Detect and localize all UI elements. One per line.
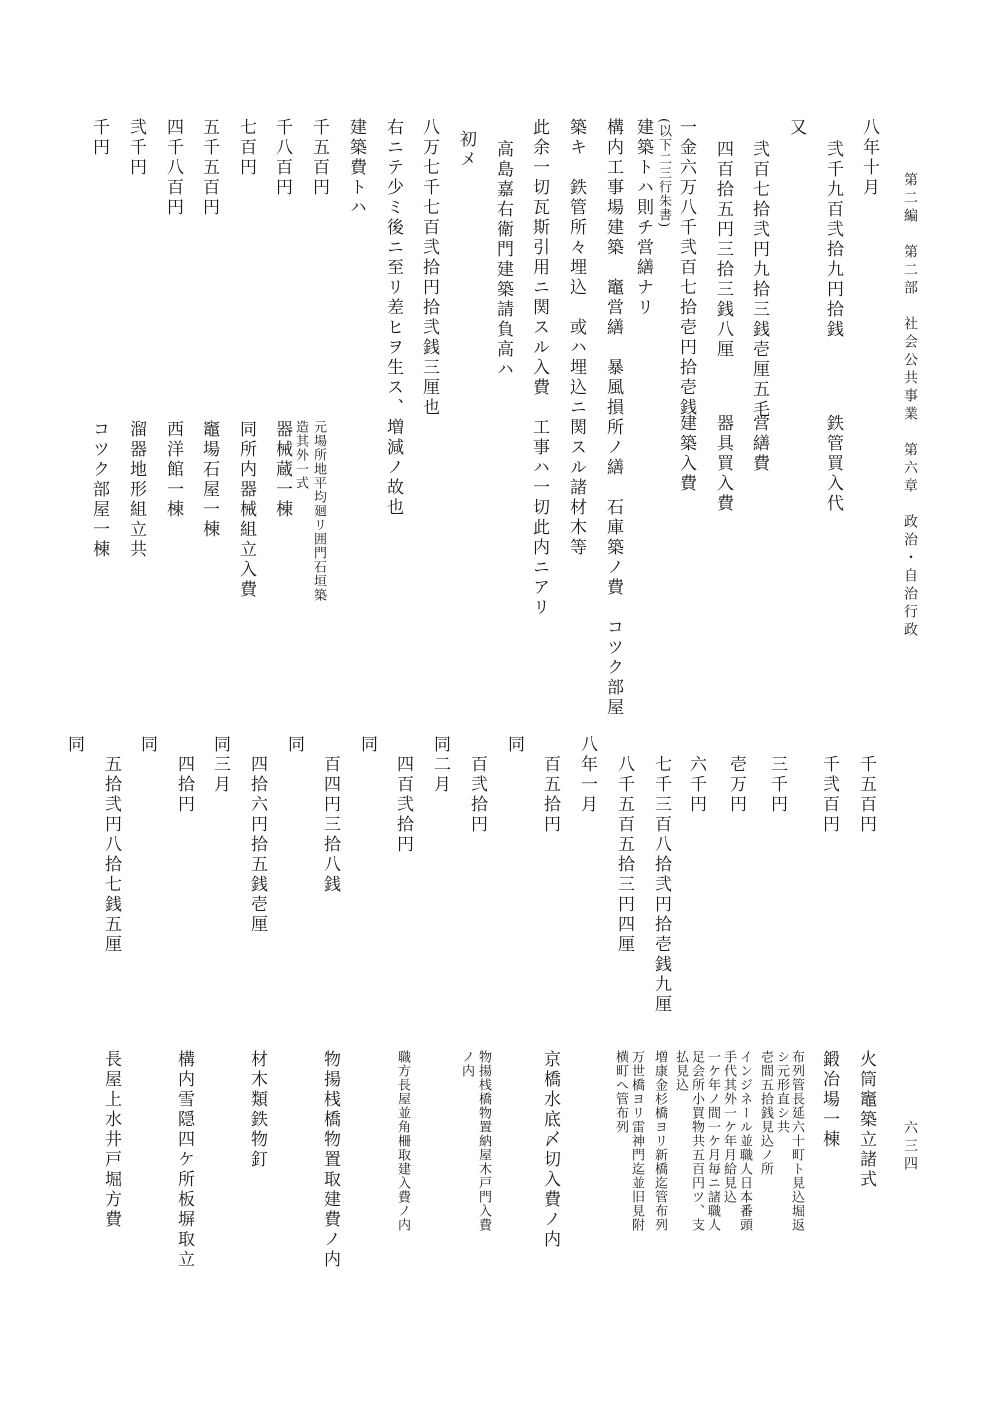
- amount-line: 千五百円: [309, 118, 329, 198]
- amount-line: 弐百七拾弐円九拾三銭壱厘五毛: [749, 140, 769, 420]
- amount-line: 五拾弐円八拾七銭五厘: [101, 755, 121, 955]
- amount-line: 百五拾円: [540, 755, 560, 835]
- item-line: 長屋上水井戸堀方費: [101, 1050, 121, 1230]
- item-line: 営繕費: [749, 414, 769, 474]
- annotation-line: (以下二三行朱書): [656, 118, 671, 229]
- amount-line: 三千円: [767, 755, 787, 815]
- amount-line: 七百円: [236, 118, 256, 178]
- text-line: 築キ 鉄管所々埋込 或ハ埋込ニ関スル諸材木等: [566, 118, 586, 558]
- item-line: 西洋館一棟: [163, 420, 183, 520]
- text-line: 構内工事場建築 竈営繕 暴風損所ノ繕 石庫築ノ費 コツク部屋: [603, 118, 623, 718]
- item-line: 万世橋ヨリ雷神門迄並旧見附: [629, 1050, 644, 1232]
- date-line: 八年一月: [577, 735, 597, 815]
- item-line: 材木類鉄物釘: [247, 1050, 267, 1170]
- item-line: 布列管長延六十町ト見込堀返: [789, 1050, 804, 1232]
- item-line: ノ内: [459, 1050, 474, 1078]
- item-line: 火筒竈築立諸式: [856, 1050, 876, 1190]
- amount-line: 四百弐拾円: [393, 755, 413, 855]
- item-line: 竈場石屋一棟: [199, 420, 219, 540]
- item-line: 増康金杉橋ヨリ新橋迄管布列: [652, 1050, 667, 1232]
- amount-line: 一金六万八千弐百七拾壱円拾壱銭: [676, 118, 696, 418]
- amount-line: 百四円三拾八銭: [320, 755, 340, 895]
- item-line: 京橋水底〆切入費ノ内: [540, 1050, 560, 1250]
- amount-line: 四千八百円: [163, 118, 183, 218]
- item-line: 足会所小買物共五百円ツ、支: [689, 1050, 704, 1232]
- item-line: 手代其外一ケ年月給見込: [721, 1050, 736, 1204]
- text-line: 右ニテ少ミ後ニ至リ差ヒヲ生ス、増減ノ故也: [383, 118, 403, 518]
- amount-line: 千円: [89, 118, 109, 158]
- item-line: 払見込: [673, 1050, 688, 1092]
- date-line: 同: [284, 735, 304, 755]
- amount-line: 四百拾五円三拾三銭八厘: [713, 140, 733, 360]
- text-line: 建築費トハ: [346, 118, 366, 218]
- text-line: 建築トハ則チ営繕ナリ: [633, 118, 653, 318]
- item-line: 物揚桟橋物置納屋木戸門入費: [476, 1050, 491, 1232]
- amount-line: 壱万円: [726, 755, 746, 815]
- item-line: 建築入費: [676, 414, 696, 494]
- date-line: 八年十月: [859, 118, 879, 198]
- running-title: 第二編 第二部 社会公共事業 第六章 政治・自治行政: [902, 172, 918, 640]
- amount-line: 五千五百円: [199, 118, 219, 218]
- item-line: 職方長屋並角柵取建入費ノ内: [395, 1050, 410, 1232]
- item-line: 壱間五拾銭見込ノ所: [758, 1050, 773, 1176]
- amount-line: 千八百円: [272, 118, 292, 198]
- text-line: 此余一切瓦斯引用ニ関スル入費 工事ハ一切此内ニアリ: [529, 118, 549, 618]
- item-line: 物揚桟橋物置取建費ノ内: [320, 1050, 340, 1270]
- item-line: 一ケ年ノ間一ケ月毎ニ諸職人: [705, 1050, 720, 1232]
- item-line: コツク部屋一棟: [89, 420, 109, 560]
- amount-line: 弐千円: [126, 118, 146, 178]
- text-line: 又: [786, 118, 806, 138]
- amount-line: 千五百円: [856, 755, 876, 835]
- amount-line: 七千三百八拾弐円拾壱銭九厘: [651, 755, 671, 1015]
- item-line: 器具買入費: [713, 414, 733, 514]
- item-line: 器械蔵一棟: [272, 420, 292, 520]
- item-line: 構内雪隠四ケ所板塀取立: [174, 1050, 194, 1270]
- date-line: 同: [64, 735, 84, 755]
- amount-line: 六千円: [686, 755, 706, 815]
- item-line: 鍛冶場一棟: [819, 1050, 839, 1150]
- item-line: 同所内器械組立入費: [236, 420, 256, 600]
- text-line: 初メ: [456, 130, 476, 170]
- page-number: 六三四: [902, 1120, 918, 1174]
- text-line: 八万七千七百弐拾円拾弐銭三厘也: [419, 118, 439, 418]
- item-line: 溜器地形組立共: [126, 420, 146, 560]
- date-line: 同三月: [210, 735, 230, 795]
- amount-line: 八千五百五拾三円四厘: [614, 755, 634, 955]
- date-line: 同: [137, 735, 157, 755]
- item-line: インジネール並職人日本番頭: [737, 1050, 752, 1232]
- date-line: 同二月: [430, 735, 450, 795]
- amount-line: 四拾六円拾五銭壱厘: [247, 755, 267, 935]
- item-line: 横町へ管布列: [613, 1050, 628, 1134]
- amount-line: 四拾円: [174, 755, 194, 815]
- date-line: 同: [504, 735, 524, 755]
- amount-line: 百弐拾円: [467, 755, 487, 835]
- text-line: 高島嘉右衛門建築請負高ハ: [493, 140, 513, 380]
- item-line: シ元形直シ共: [774, 1050, 789, 1134]
- date-line: 同: [357, 735, 377, 755]
- amount-line: 弐千九百弐拾九円拾銭: [823, 140, 843, 340]
- item-line: 元場所地平均廻リ囲門石垣築: [311, 420, 326, 602]
- amount-line: 千弐百円: [819, 755, 839, 835]
- item-line: 鉄管買入代: [823, 414, 843, 514]
- item-line: 造其外一式: [293, 420, 308, 490]
